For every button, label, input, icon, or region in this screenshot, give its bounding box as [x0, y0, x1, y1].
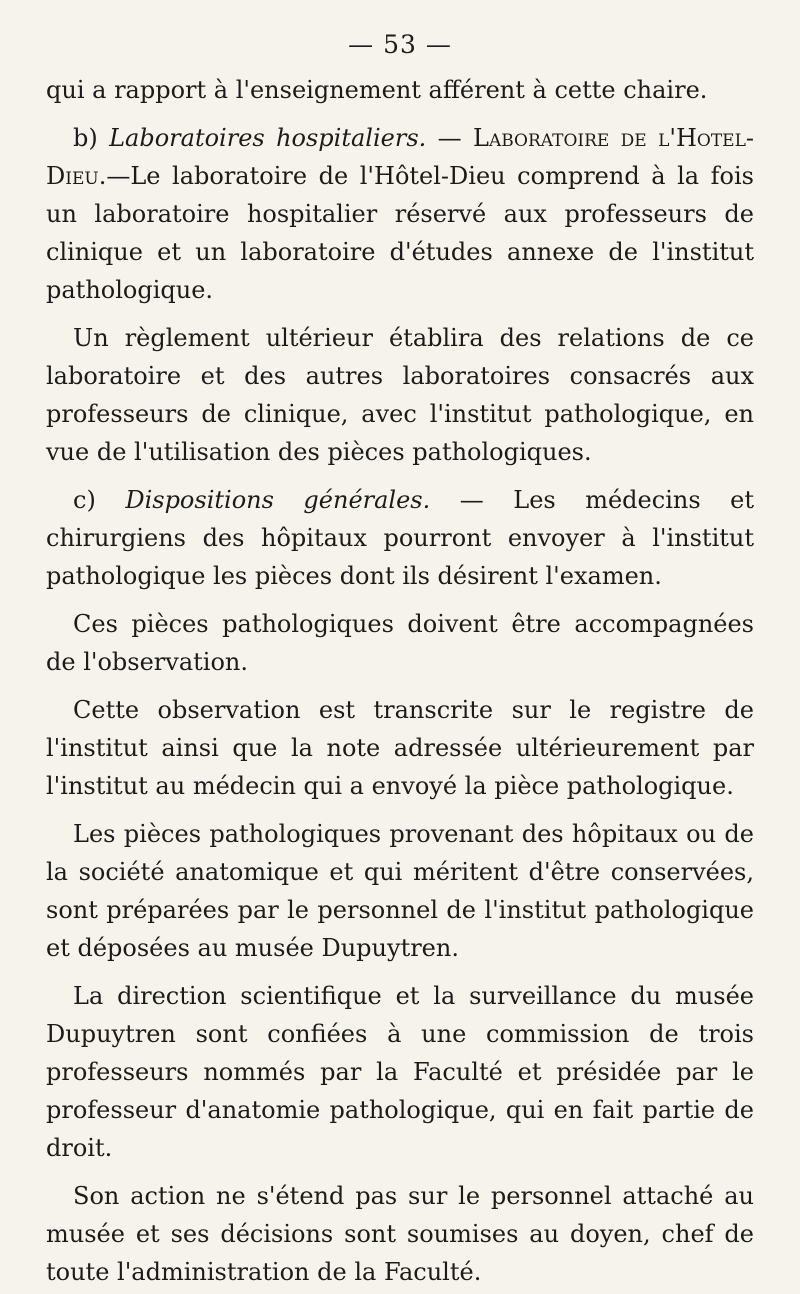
paragraph-6: Cette observation est transcrite sur le registre de l'institut ainsi que la note adressée ultérieurement par l'institut au médecin qui a envoyé la pièce pathologique.: [46, 696, 754, 800]
paragraph-2-text: —Le laboratoire de l'Hôtel-Dieu comprend à la fois un laboratoire hospitalier réservé aux professeurs de clinique et un laboratoire d'études annexe de l'institut pathologique.: [46, 162, 754, 304]
paragraph-2: [46, 119, 754, 309]
paragraph-4-text: — Les médecins et chirurgiens des hôpitaux pourront envoyer à l'institut pathologique les pièces dont ils désirent l'examen.: [46, 486, 754, 590]
paragraph-1: qui a rapport à l'enseignement afférent à cette chaire.: [46, 76, 708, 104]
paragraph-8: La direction scientifique et la surveillance du musée Dupuytren sont confiées à une commission de trois professeurs nommés par la Faculté et présidée par le professeur d'anatomie pathologique, qui en fait partie de droit.: [46, 982, 754, 1162]
section-label-b: b): [73, 124, 98, 152]
section-label-c: c): [73, 486, 96, 514]
paragraph-5: Ces pièces pathologiques doivent être accompagnées de l'observation.: [46, 610, 754, 676]
page-number: — 53 —: [348, 30, 452, 59]
paragraph-3: Un règlement ultérieur établira des relations de ce laboratoire et des autres laboratoires consacrés aux professeurs de clinique, avec l'institut pathologique, en vue de l'utilisation des pièces pathologiques.: [46, 324, 754, 466]
heading-dash: —: [426, 124, 473, 152]
section-heading-laboratoires: Laboratoires hospitaliers.: [109, 124, 427, 152]
paragraph-7: Les pièces pathologiques provenant des hôpitaux ou de la société anatomique et qui méritent d'être conservées, sont préparées par le personnel de l'institut pathologique et déposées au musée Dupuytren.: [46, 820, 754, 962]
subheading-hotel-dieu: Laboratoire de l'Hotel-Dieu.: [46, 124, 754, 190]
paragraph-9: Son action ne s'étend pas sur le personnel attaché au musée et ses décisions sont soumises au doyen, chef de toute l'administration de la Faculté.: [46, 1182, 754, 1286]
section-heading-dispositions: Dispositions générales.: [125, 486, 431, 514]
paragraph-4: [46, 481, 754, 595]
